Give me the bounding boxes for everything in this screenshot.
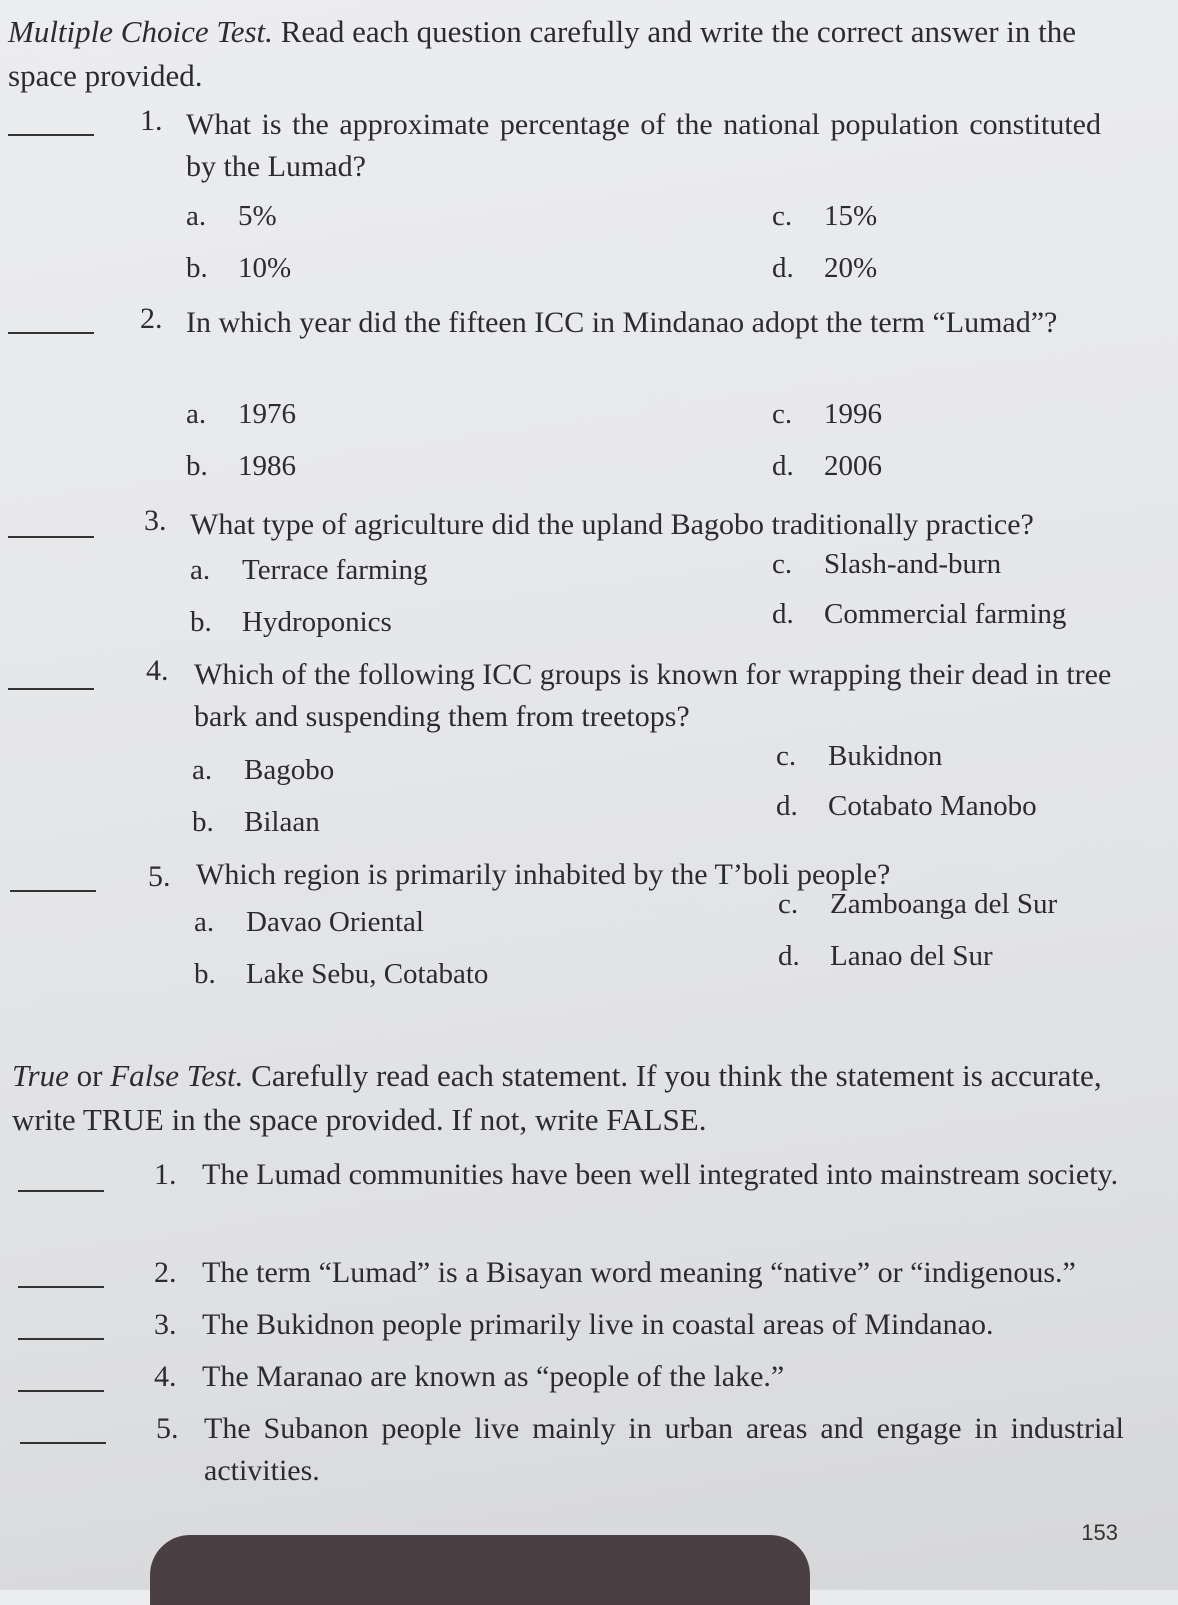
answer-blank[interactable] [20,1442,106,1444]
question-number: 1. [140,104,163,137]
question-text: Which region is primarily inhabited by the T’boli people? [196,858,891,891]
statement-number: 1. [154,1158,177,1191]
option-b: b. Hydroponics [190,606,392,638]
question-text: What type of agriculture did the upland Bagobo traditionally practice? [190,508,1034,541]
thumb-shadow [150,1535,810,1605]
option-b: b. 10% [186,252,292,284]
answer-blank[interactable] [10,890,96,892]
tf-heading-true: True [12,1058,69,1093]
option-a: a. Terrace farming [190,554,428,586]
option-a: a. Davao Oriental [194,906,424,938]
option-d: d. 2006 [772,450,882,482]
answer-blank[interactable] [18,1390,104,1392]
option-b: b. 1986 [186,450,296,482]
statement-text: The Lumad communities have been well integrated into mainstream society. [202,1158,1119,1191]
answer-blank[interactable] [18,1286,104,1288]
tf-heading-false: False Test. [110,1058,244,1093]
question-text: Which of the following ICC groups is known for wrapping their dead in tree bark and suspending them from treetops? [194,658,1112,733]
answer-blank[interactable] [8,134,94,136]
option-a: a. 1976 [186,398,296,430]
mc-instructions-text: Read each question carefully and write the correct answer in the space provided. [8,14,1077,93]
question-number: 3. [144,504,167,537]
option-d: d. Commercial farming [772,598,1067,630]
question-number: 4. [146,654,169,687]
option-d: d. 20% [772,252,878,284]
option-a: a. Bagobo [192,754,335,786]
answer-blank[interactable] [18,1338,104,1340]
statement-number: 4. [154,1360,177,1393]
mc-instructions [8,10,1128,98]
option-a: a. 5% [186,200,277,232]
option-c: c. 1996 [772,398,882,430]
statement-text: The term “Lumad” is a Bisayan word meaning “native” or “indigenous.” [202,1256,1076,1289]
statement-number: 2. [154,1256,177,1289]
option-c: c. Zamboanga del Sur [778,888,1058,920]
tf-instructions-text: Carefully read each statement. If you think the statement is accurate, write TRUE in the space provided. If not, write FALSE. [12,1058,1102,1137]
question-text: What is the approximate percentage of the national population constituted by the Lumad? [186,108,1101,183]
option-d: d. Lanao del Sur [778,940,993,972]
statement-number: 3. [154,1308,177,1341]
answer-blank[interactable] [8,536,94,538]
option-c: c. 15% [772,200,878,232]
statement-text: The Maranao are known as “people of the lake.” [202,1360,785,1393]
statement-text: The Subanon people live mainly in urban areas and engage in industrial activities. [204,1412,1124,1487]
option-c: c. Bukidnon [776,740,943,772]
tf-heading-or: or [68,1058,111,1093]
option-d: d. Cotabato Manobo [776,790,1037,822]
question-number: 2. [140,302,163,335]
answer-blank[interactable] [18,1190,104,1192]
answer-blank[interactable] [8,688,94,690]
question-text: In which year did the fifteen ICC in Mindanao adopt the term “Lumad”? [186,306,1058,339]
option-b: b. Lake Sebu, Cotabato [194,958,489,990]
option-b: b. Bilaan [192,806,320,838]
question-number: 5. [148,860,171,893]
statement-text: The Bukidnon people primarily live in coastal areas of Mindanao. [202,1308,994,1341]
answer-blank[interactable] [8,332,94,334]
page-number: 153 [1081,1520,1118,1545]
option-c: c. Slash-and-burn [772,548,1002,580]
mc-heading: Multiple Choice Test. [8,14,273,49]
statement-number: 5. [156,1412,179,1445]
tf-instructions [12,1054,1124,1142]
